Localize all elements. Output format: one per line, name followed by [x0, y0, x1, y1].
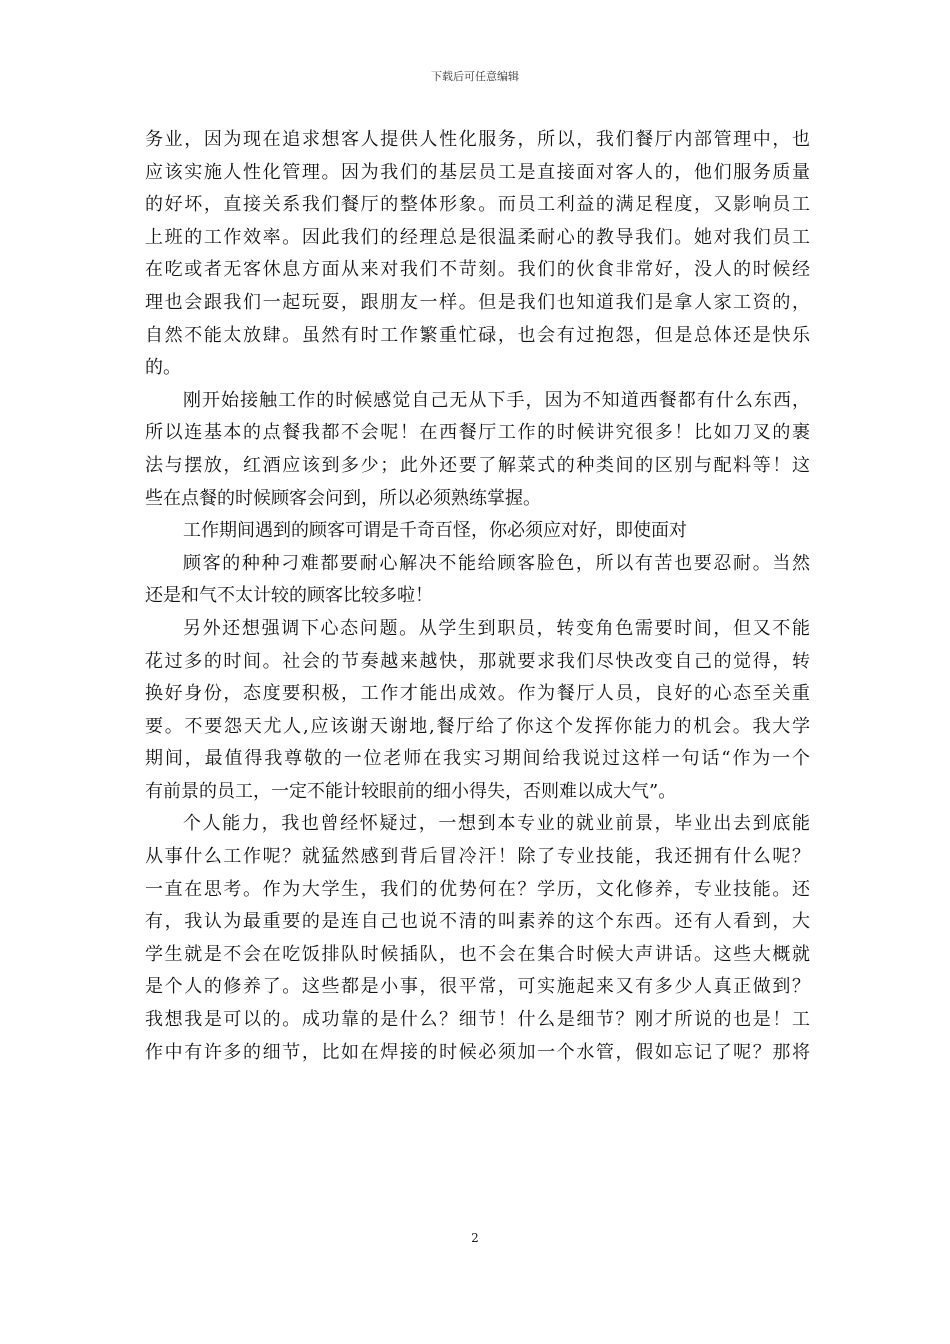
text-line: 所以连基本的点餐我都不会呢！在西餐厅工作的时候讲究很多！比如刀叉的裹 [145, 422, 810, 444]
text-line: 学生就是不会在吃饭排队时候插队，也不会在集合时候大声讲话。这些大概就 [145, 943, 810, 965]
text-line: 换好身份，态度要积极，工作才能出成效。作为餐厅人员，良好的心态至关重 [145, 683, 810, 705]
text-line: 在吃或者无客休息方面从来对我们不苛刻。我们的伙食非常好，没人的时候经 [145, 259, 810, 281]
text-line: 的好坏，直接关系我们餐厅的整体形象。而员工利益的满足程度，又影响员工 [145, 194, 810, 216]
paragraph-first-line: 另外还想强调下心态问题。从学生到职员，转变角色需要时间，但又不能 [183, 617, 810, 639]
text-line: 花过多的时间。社会的节奏越来越快，那就要求我们尽快改变自己的觉得，转 [145, 650, 810, 672]
text-line: 一直在思考。作为大学生，我们的优势何在？学历，文化修养，专业技能。还 [145, 878, 810, 900]
text-line: 期间，最值得我尊敬的一位老师在我实习期间给我说过这样一句话“作为一个 [145, 748, 810, 770]
text-line: 要。不要怨天尤人,应该谢天谢地,餐厅给了你这个发挥你能力的机会。我大学 [145, 715, 810, 737]
paragraph-first-line: 刚开始接触工作的时候感觉自己无从下手，因为不知道西餐都有什么东西， [183, 389, 810, 411]
paragraph-first-line: 个人能力，我也曾经怀疑过，一想到本专业的就业前景，毕业出去到底能 [183, 813, 810, 835]
text-line: 有，我认为最重要的是连自己也说不清的叫素养的这个东西。还有人看到，大 [145, 911, 810, 933]
text-line: 法与摆放，红酒应该到多少；此外还要了解菜式的种类间的区别与配料等！这 [145, 454, 810, 476]
paragraph-first-line: 工作期间遇到的顾客可谓是千奇百怪，你必须应对好，即使面对 [183, 520, 687, 542]
page-number: 2 [471, 1231, 479, 1245]
text-line: 些在点餐的时候顾客会问到，所以必须熟练掌握。 [145, 487, 541, 509]
text-line: 作中有许多的细节，比如在焊接的时候必须加一个水管，假如忘记了呢？那将 [145, 1041, 810, 1063]
page-header: 下载后可任意编辑 [431, 70, 519, 83]
text-line: 务业，因为现在追求想客人提供人性化服务，所以，我们餐厅内部管理中，也 [145, 129, 810, 150]
text-line: 自然不能太放肆。虽然有时工作繁重忙碌，也会有过抱怨，但是总体还是快乐 [145, 324, 810, 346]
text-line: 有前景的员工，一定不能计较眼前的细小得失，否则难以成大气”。 [145, 780, 677, 802]
text-line: 是个人的修养了。这些都是小事，很平常，可实施起来又有多少人真正做到？ [145, 976, 810, 998]
document-body [145, 124, 810, 1069]
text-line: 应该实施人性化管理。因为我们的基层员工是直接面对客人的，他们服务质量 [145, 161, 810, 183]
text-line: 的。 [145, 357, 181, 379]
text-line: 上班的工作效率。因此我们的经理总是很温柔耐心的教导我们。她对我们员工 [145, 226, 810, 248]
text-line: 理也会跟我们一起玩耍，跟朋友一样。但是我们也知道我们是拿人家工资的， [145, 291, 810, 313]
text-line: 从事什么工作呢？就猛然感到背后冒冷汗！除了专业技能，我还拥有什么呢？ [145, 846, 810, 868]
text-line: 还是和气不太计较的顾客比较多啦！ [145, 585, 433, 607]
text-line: 我想我是可以的。成功靠的是什么？细节！什么是细节？刚才所说的也是！工 [145, 1009, 810, 1031]
text-line: 顾客的种种刁难都要耐心解决不能给顾客脸色，所以有苦也要忍耐。当然 [183, 552, 810, 574]
